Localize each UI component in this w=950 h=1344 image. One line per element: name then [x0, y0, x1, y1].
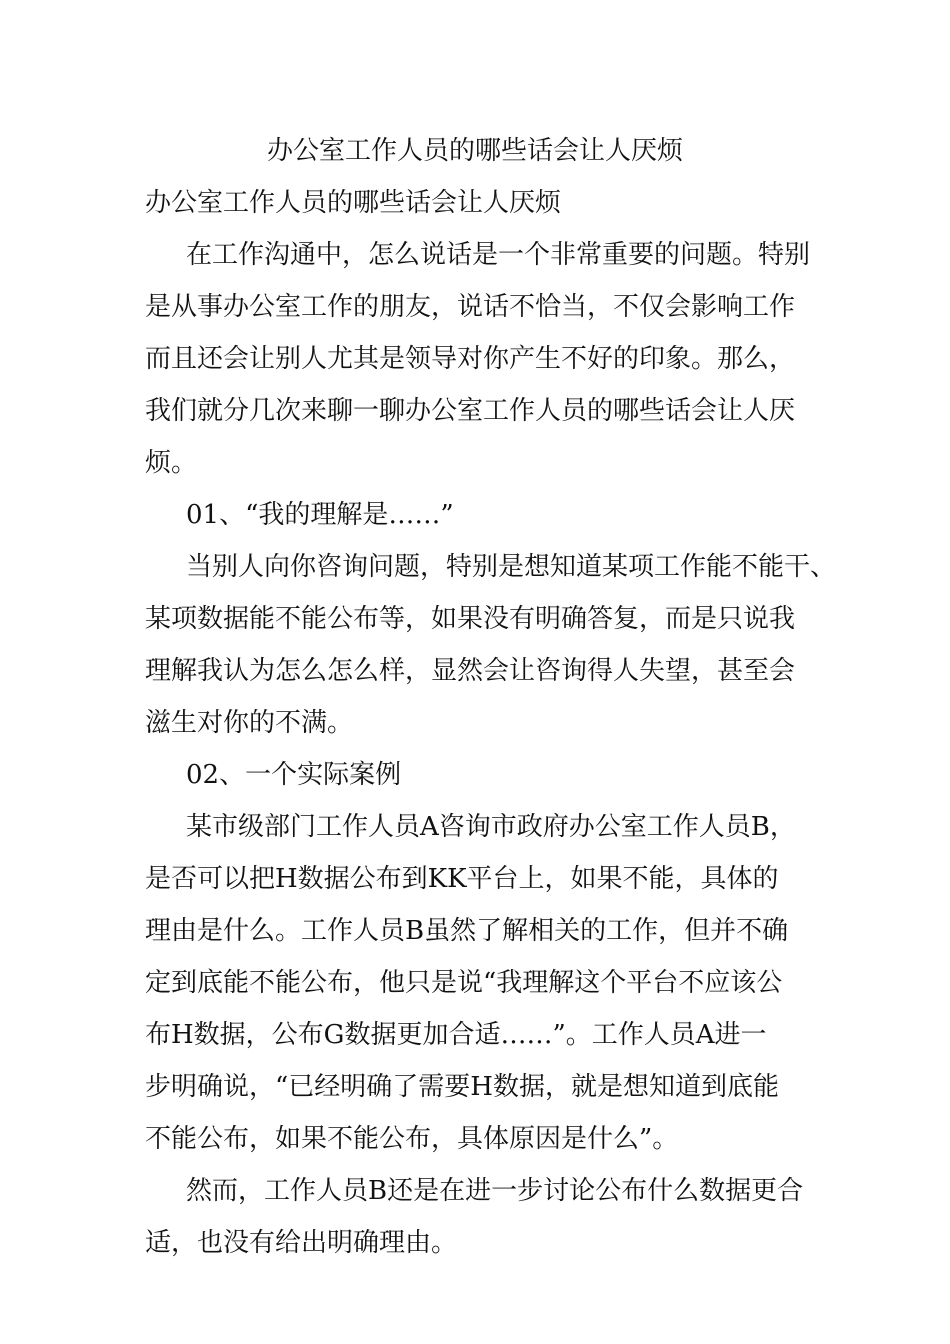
paragraph-2-line-1: 当别人向你咨询问题，特别是想知道某项工作能不能干、: [186, 552, 837, 582]
paragraph-4-line-1: 然而，工作人员B还是在进一步讨论公布什么数据更合: [186, 1176, 804, 1206]
paragraph-1-line-4: 我们就分几次来聊一聊办公室工作人员的哪些话会让人厌: [145, 396, 796, 426]
paragraph-3-line-6: 步明确说，“已经明确了需要H数据，就是想知道到底能: [145, 1072, 779, 1102]
paragraph-1-line-1: 在工作沟通中，怎么说话是一个非常重要的问题。特别: [186, 240, 811, 270]
paragraph-1-line-2: 是从事办公室工作的朋友，说话不恰当，不仅会影响工作: [145, 292, 796, 322]
paragraph-2-line-4: 滋生对你的不满。: [145, 708, 354, 738]
paragraph-3-line-4: 定到底能不能公布，他只是说“我理解这个平台不应该公: [145, 968, 783, 998]
paragraph-2-line-2: 某项数据能不能公布等，如果没有明确答复，而是只说我: [145, 604, 796, 634]
paragraph-2-line-3: 理解我认为怎么怎么样，显然会让咨询得人失望，甚至会: [145, 656, 796, 686]
section-heading-01: 01、“我的理解是……”: [186, 500, 454, 530]
paragraph-3-line-7: 不能公布，如果不能公布，具体原因是什么”。: [145, 1124, 679, 1154]
paragraph-1-line-3: 而且还会让别人尤其是领导对你产生不好的印象。那么，: [145, 344, 796, 374]
paragraph-3-line-2: 是否可以把H数据公布到KK平台上，如果不能，具体的: [145, 864, 779, 894]
section-heading-02: 02、一个实际案例: [186, 760, 402, 790]
paragraph-3-line-3: 理由是什么。工作人员B虽然了解相关的工作，但并不确: [145, 916, 789, 946]
document-title: 办公室工作人员的哪些话会让人厌烦: [266, 136, 683, 166]
paragraph-3-line-1: 某市级部门工作人员A咨询市政府办公室工作人员B，: [186, 812, 796, 842]
paragraph-1-line-5: 烦。: [145, 448, 198, 478]
document-subtitle: 办公室工作人员的哪些话会让人厌烦: [145, 188, 562, 218]
paragraph-3-line-5: 布H数据，公布G数据更加合适……”。工作人员A进一: [145, 1020, 767, 1050]
paragraph-4-line-2: 适，也没有给出明确理由。: [145, 1228, 458, 1258]
